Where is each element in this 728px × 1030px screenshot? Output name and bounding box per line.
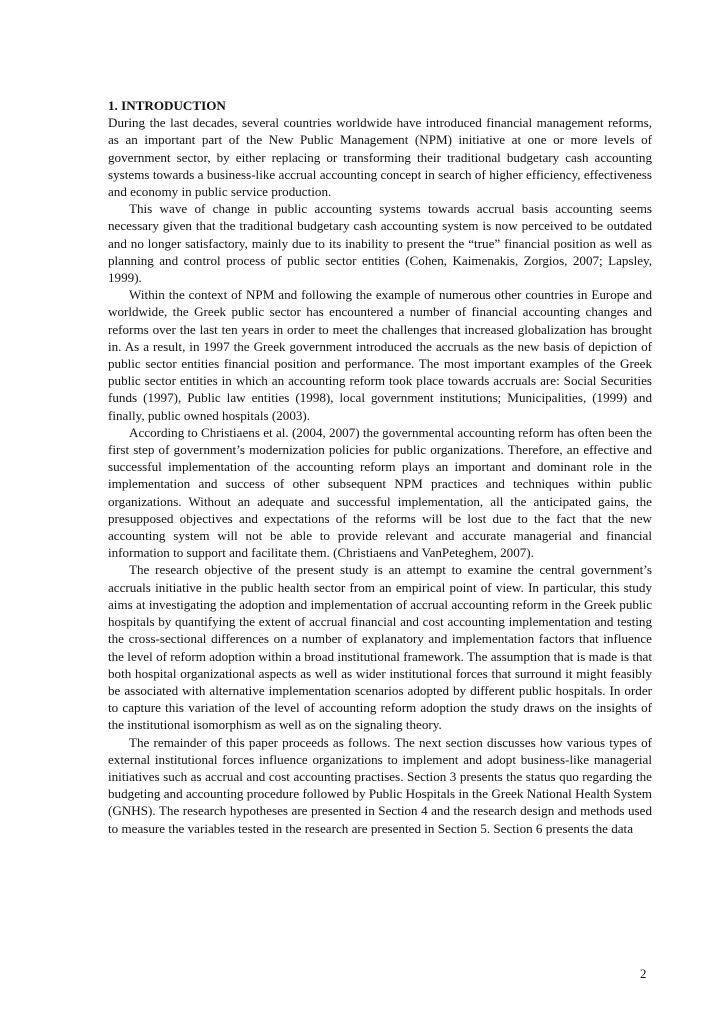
paragraph-4: According to Christiaens et al. (2004, 2007) the governmental accounting reform has often been the first step of government’s modernization policies for public organizations. Therefore, an effective and successful implementation of the accounting reform plays an important and dominant role in the implementation and success of other subsequent NPM practices and techniques within public organizations. Without an adequate and successful implementation, all the anticipated gains, the presupposed objectives and expectations of the reforms will be lost due to the fact that the new accounting system will not be able to provide relevant and accurate managerial and financial information to support and facilitate them. (Christiaens and VanPeteghem, 2007).: [108, 424, 652, 561]
section-heading: 1. INTRODUCTION: [108, 98, 226, 113]
page-body: [108, 97, 652, 837]
paragraph-1: During the last decades, several countries worldwide have introduced financial management reforms, as an important part of the New Public Management (NPM) initiative at one or more levels of government sector, by either replacing or transforming their traditional budgetary cash accounting systems towards a business-like accrual accounting concept in search of higher efficiency, effectiveness and economy in public service production.: [108, 115, 652, 200]
paragraph-5: The research objective of the present study is an attempt to examine the central government’s accruals initiative in the public health sector from an empirical point of view. In particular, this study aims at investigating the adoption and implementation of accrual accounting reform in the Greek public hospitals by quantifying the extent of accrual financial and cost accounting implementation and testing the cross-sectional differences on a number of explanatory and implementation factors that influence the level of reform adoption within a broad institutional framework. The assumption that is made is that both hospital organizational aspects as well as wider institutional forces that surround it might feasibly be associated with alternative implementation scenarios adopted by different public hospitals. In order to capture this variation of the level of accounting reform adoption the study draws on the insights of the institutional isomorphism as well as on the signaling theory.: [108, 562, 652, 733]
paragraph-6: The remainder of this paper proceeds as follows. The next section discusses how various types of external institutional forces influence organizations to implement and adopt business-like managerial initiatives such as accrual and cost accounting practises. Section 3 presents the status quo regarding the budgeting and accounting procedure followed by Public Hospitals in the Greek National Health System (GNHS). The research hypotheses are presented in Section 4 and the research design and methods used to measure the variables tested in the research are presented in Section 5. Section 6 presents the data: [108, 734, 652, 836]
paragraph-2: This wave of change in public accounting systems towards accrual basis accounting seems necessary given that the traditional budgetary cash accounting system is now perceived to be outdated and no longer satisfactory, mainly due to its inability to present the “true” financial position as well as planning and control process of public sector entities (Cohen, Kaimenakis, Zorgios, 2007; Lapsley, 1999).: [108, 201, 652, 286]
paragraph-3: Within the context of NPM and following the example of numerous other countries in Europe and worldwide, the Greek public sector has encountered a number of financial accounting changes and reforms over the last ten years in order to meet the challenges that increased globalization has brought in. As a result, in 1997 the Greek government introduced the accruals as the new basis of depiction of public sector entities financial position and performance. The most important examples of the Greek public sector entities in which an accounting reform took place towards accruals are: Social Securities funds (1997), Public law entities (1998), local government institutions; Municipalities, (1999) and finally, public owned hospitals (2003).: [108, 287, 652, 423]
page-number: 2: [640, 966, 647, 981]
